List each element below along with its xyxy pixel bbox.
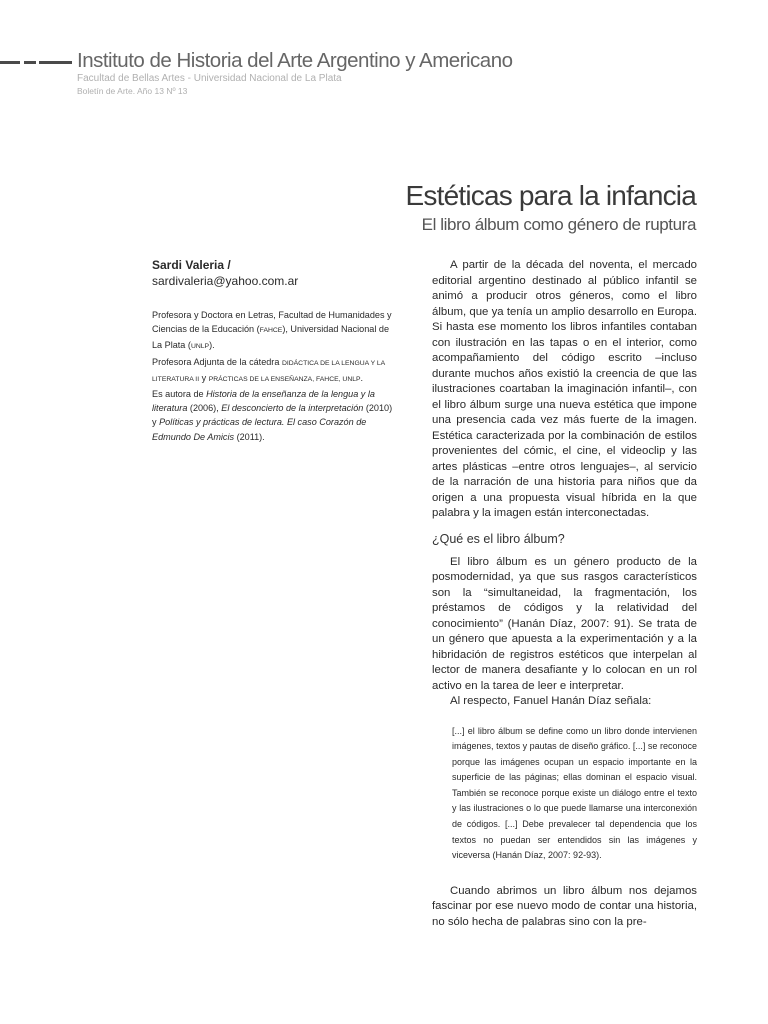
body-paragraph: Al respecto, Fanuel Hanán Díaz señala: bbox=[450, 695, 652, 707]
bio-paragraph bbox=[152, 387, 398, 444]
bio-text: Profesora y Doctora en Letras, Facultad de Humanidades y Ciencias de la Educación ( bbox=[152, 310, 392, 335]
block-quote: [...] el libro álbum se define como un libro donde intervienen imágenes, textos y pautas de diseño gráfico. [...] se reconoce porque las imágenes ocupan un espacio importante en la superficie de las páginas; ellas dominan el espacio visual. También se reconoce porque existe un diálogo entre el texto y las ilustraciones o lo que puede llamarse una interconexión de códigos. [...] Debe prevalecer tal dependencia que los textos no puedan ser entendidos sin las imágenes y viceversa (Hanán Díaz, 2007: 92-93). bbox=[452, 725, 697, 861]
bio-book-title: Historia de la enseñanza de la lengua y la literatura bbox=[152, 389, 375, 414]
body-paragraph: Cuando abrimos un libro álbum nos dejamos fascinar por ese nuevo modo de contar una historia, no sólo hecha de palabras sino con la pre- bbox=[432, 884, 697, 928]
bio-text: . bbox=[360, 372, 364, 383]
header-rule-segment bbox=[39, 61, 72, 64]
faculty-line: Facultad de Bellas Artes - Universidad Nacional de La Plata bbox=[77, 73, 342, 84]
body-paragraph: A partir de la década del noventa, el mercado editorial argentino destinado al público infantil se animó a producir otros géneros, como el libro álbum, que ya tenía un amplio desarrollo en Europa. Si hasta ese momento los libros infantiles contaban con ilustración en las tapas o en el interior, como acompañamiento del código escrito –incluso durante muchos años existió la creencia de que las ilustraciones coartaban la imaginación infantil–, con el libro álbum surge una nueva estética que impone una presencia cada vez más fuerte de la imagen. Estética caracterizada por la combinación de estilos provenientes del cómic, el cine, el videoclip y las artes plásticas –entre otros lenguajes–, al servicio de la narración de una historia para niños que da origen a una propuesta visual híbrida en la que palabra y la imagen están interconectadas. bbox=[432, 259, 697, 519]
bio-abbr: UNLP bbox=[190, 343, 210, 351]
bio-text: ), Universidad Nacional de La Plata ( bbox=[152, 324, 389, 351]
bio-book-title: Políticas y prácticas de lectura. El caso Corazón de Edmundo De Amicis bbox=[152, 417, 367, 442]
bio-abbr: FAHCE bbox=[259, 327, 283, 335]
institute-name: Instituto de Historia del Arte Argentino y Americano bbox=[77, 49, 513, 72]
bio-abbr: DIDÁCTICA DE LA LENGUA Y LA LITERATURA II bbox=[152, 359, 385, 383]
author-bio bbox=[152, 308, 398, 444]
body-column bbox=[432, 258, 697, 930]
bio-text: y bbox=[199, 372, 209, 383]
bio-text: ). bbox=[209, 340, 215, 351]
bio-abbr: PRÁCTICAS DE LA ENSEÑANZA, FAHCE, UNLP bbox=[208, 375, 361, 383]
author-email: sardivaleria@yahoo.com.ar bbox=[152, 274, 299, 288]
section-heading: ¿Qué es el libro álbum? bbox=[432, 531, 565, 546]
header-rule-segment bbox=[0, 61, 20, 64]
author-column bbox=[152, 258, 398, 444]
bio-text: Profesora Adjunta de la cátedra bbox=[152, 356, 282, 367]
bio-paragraph bbox=[152, 308, 398, 355]
bio-text: (2010) y bbox=[152, 403, 393, 428]
header-rule-segment bbox=[24, 61, 36, 64]
bio-book-title: El desconcierto de la interpretación bbox=[221, 403, 364, 414]
body-paragraph: El libro álbum es un género producto de la posmodernidad, ya que sus rasgos característicos son la “simultaneidad, la fragmentación, los préstamos de códigos y la relatividad del conocimiento” (Hanán Díaz, 2007: 91). Se trata de un género que apuesta a la experimentación y a la hibridación de registros estéticos que interpelan al lector de manera desafiante y lo colocan en un rol activo en la tarea de leer e interpretar. bbox=[432, 555, 697, 692]
bulletin-line: Boletín de Arte. Año 13 Nº 13 bbox=[77, 86, 188, 96]
bio-text: Es autora de bbox=[152, 389, 207, 400]
article-title: Estéticas para la infancia bbox=[405, 180, 696, 211]
bio-text: (2006), bbox=[187, 403, 222, 414]
article-subtitle: El libro álbum como género de ruptura bbox=[421, 215, 696, 234]
bio-paragraph bbox=[152, 355, 398, 387]
bio-text: (2011). bbox=[234, 431, 265, 442]
author-name: Sardi Valeria / bbox=[152, 258, 231, 272]
